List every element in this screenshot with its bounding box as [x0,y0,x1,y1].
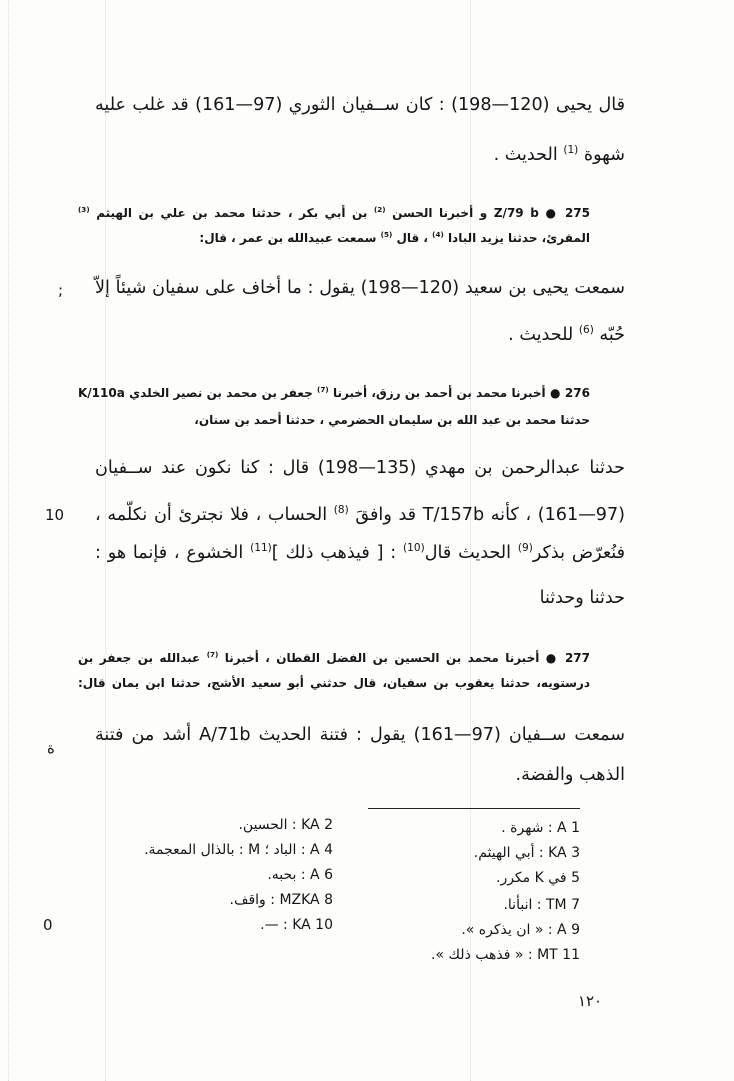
main-text-line [95,533,625,573]
main-text-line [95,315,625,355]
footnote-ref: (2) [373,205,386,215]
text-run: ، قال [392,231,433,245]
main-text-line [95,495,625,535]
isnad-line [78,227,590,249]
main-text-line [95,448,625,488]
footnote: 2 KA : الحسين. [238,817,333,833]
footnote-ref: (3) [78,205,90,215]
text-run: سمعت يحيى بن سعيد (120—198) يقول : ما أخاف على سفيان شيئاً إلاّ [95,278,625,298]
text-run: حدثنا عبدالرحمن بن مهدي (135—198) قال : كنا نكون عند ســفيان [95,458,625,478]
margin-line-number: ; [58,281,64,299]
isnad-line [78,409,590,431]
footnote-separator [368,808,580,809]
footnote: 5 في K مكرر. [496,870,580,886]
footnote-ref: (5) [380,230,393,240]
isnad-line-277 [78,647,590,669]
footnote: 1 A : شهرة . [501,820,580,836]
main-text-line [95,135,625,175]
footnote: 10 KA : —. [260,917,333,933]
footnote: 11 MT : « فذهب ذلك ». [431,947,580,963]
text-run: سمعت عبيدالله بن عمر ، قال: [199,231,381,245]
footnote-ref: (1) [563,144,579,157]
main-text-line [95,578,625,618]
margin-line-number: ة [47,739,55,757]
footnote-ref: (4) [432,230,444,240]
main-text-line [95,85,625,125]
footnote: 3 KA : أبي الهيثم. [473,845,580,861]
text-run: 275 ● Z/79 b و أخبرنا الحسن [385,206,591,220]
text-run: المقرئ، حدثنا يزيد البادا [443,231,590,245]
isnad-line [78,672,590,694]
footnote: 9 A : « ان يذكره ». [461,922,580,938]
text-run: قال يحيى (120—198) : كان ســفيان الثوري (97—161) قد غلب عليه [95,95,625,115]
margin-line-number: 10 [45,506,65,524]
text-run: (97—161) ، كأنه T/157b قد وافقَ [348,505,625,525]
footnote: 8 MZKA : واقف. [229,892,333,908]
text-run: فنُعرّض بذكر [532,543,626,563]
footnote: 6 A : بحبه. [267,867,333,883]
footnote-ref: (11) [250,542,272,555]
text-run: الحساب ، فلا نجترئ أن نكلّمه ، [95,505,334,525]
text-run: 276 ● أخبرنا محمد بن أحمد بن رزق، أخبرنا [328,386,590,400]
page-number: ١٢٠ [577,992,603,1010]
text-run: عبدالله بن جعفر بن [78,651,207,665]
text-run: حُبّه [593,325,625,345]
footnote-ref: (6) [578,324,594,337]
text-run: حدثنا محمد بن عبد الله بن سليمان الحضرمي ، حدثنا أحمد بن سنان، [194,413,590,427]
text-run: سمعت ســفيان (97—161) يقول : فتنة الحديث A/71b أشد من فتنة [95,725,625,745]
footnote-ref: (9) [517,542,533,555]
main-text-line [95,715,625,755]
isnad-line-275 [78,202,590,224]
scan-artifact-line [8,0,9,1081]
text-run: جعفر بن محمد بن نصير الخلدي K/110a [78,386,318,400]
footnote-ref: (10) [403,542,425,555]
footnote: 4 A : الباد ؛ M : بالذال المعجمة. [144,842,333,858]
text-run: : [ فيذهب ذلك ] [271,543,404,563]
text-run: شهوة [578,145,625,165]
text-run: الحديث . [493,145,564,165]
text-run: بن أبي بكر ، حدثنا محمد بن علي بن الهيثم [89,206,374,220]
text-run: درستويه، حدثنا يعقوب بن سفيان، قال حدثني أبو سعيد الأشج، حدثنا ابن يمان قال: [78,676,590,690]
text-run: الحديث قال [424,543,518,563]
footnote-ref: (7) [206,650,219,660]
text-run: الخشوع ، فإنما هو : [95,543,251,563]
footnote-ref: (8) [333,504,349,517]
text-run: للحديث . [508,325,579,345]
text-run: حدثنا وحدثنا [539,588,625,608]
main-text-line [95,755,625,795]
isnad-line-276 [78,382,590,404]
footnote: 7 TM : انبأنا. [503,897,580,913]
margin-line-number: 0 [43,916,53,934]
text-run: 277 ● أخبرنا محمد بن الحسين بن الفضل القطان ، أخبرنا [218,651,590,665]
text-run: الذهب والفضة. [515,765,625,785]
main-text-line [95,268,625,308]
footnote-ref: (7) [317,385,329,395]
